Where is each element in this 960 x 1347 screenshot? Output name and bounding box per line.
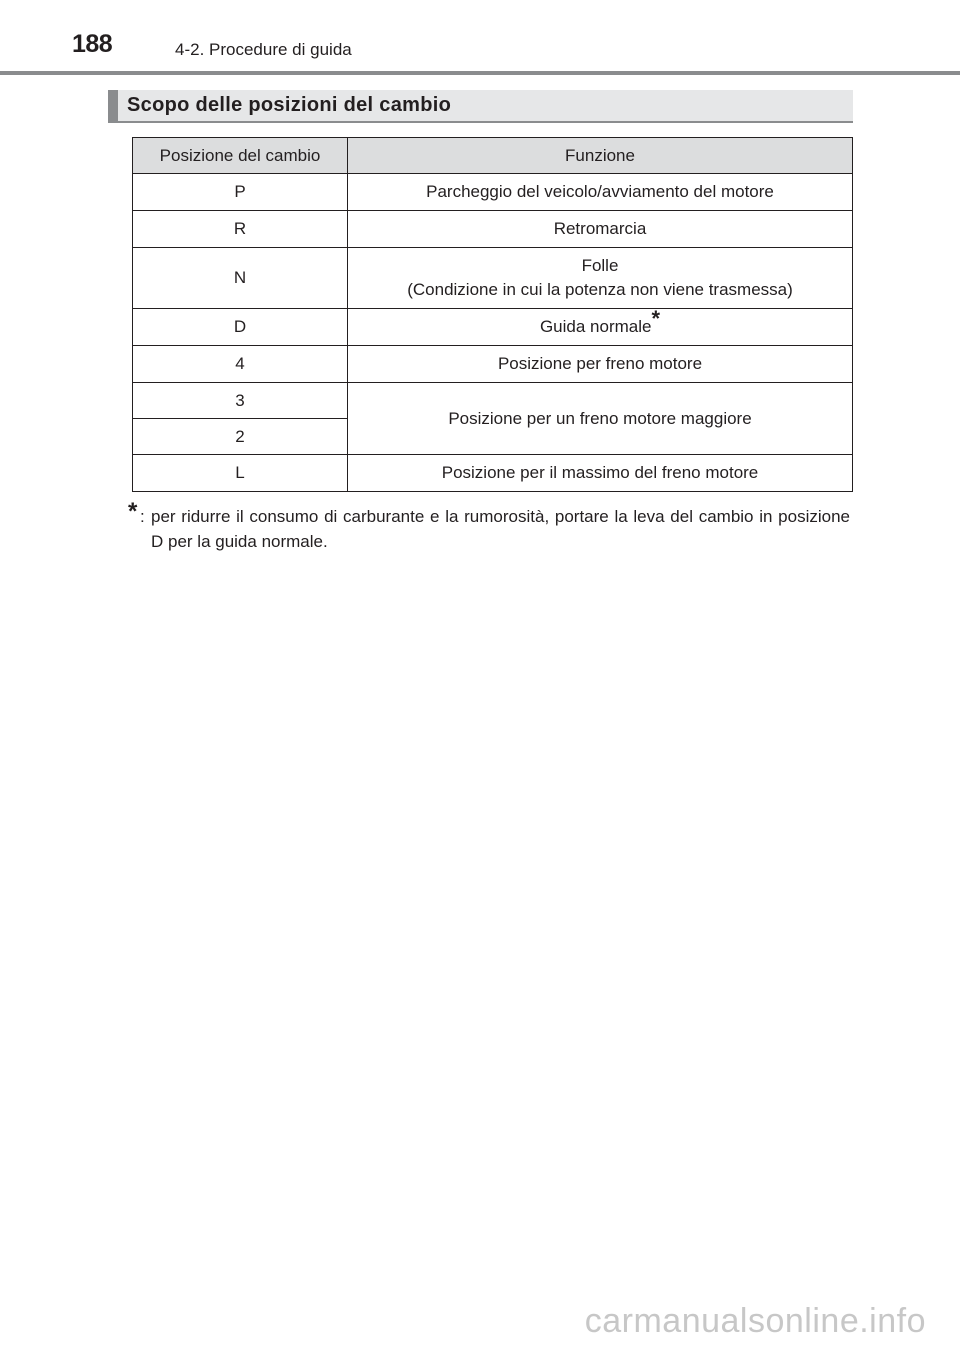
position-cell: 2: [133, 419, 348, 455]
position-cell: R: [133, 211, 348, 248]
position-cell: D: [133, 309, 348, 346]
header-position: Posizione del cambio: [133, 138, 348, 174]
gear-positions-table: [132, 137, 853, 492]
footnote-text: per ridurre il consumo di carburante e la rumorosità, portare la leva del cambio in posizione D per la guida normale.: [151, 507, 850, 551]
table-row: [133, 383, 853, 419]
table-header-row: [133, 138, 853, 174]
function-cell: Posizione per freno motore: [348, 346, 853, 383]
function-cell: Retromarcia: [348, 211, 853, 248]
watermark: carmanualsonline.info: [584, 1302, 926, 1340]
table-row: [133, 455, 853, 492]
position-cell: 4: [133, 346, 348, 383]
header-function: Funzione: [348, 138, 853, 174]
function-line: (Condizione in cui la potenza non viene trasmessa): [407, 280, 793, 299]
function-text: Guida normale: [539, 317, 652, 336]
position-cell: N: [133, 248, 348, 309]
table-row: [133, 174, 853, 211]
function-cell: [348, 248, 853, 309]
position-cell: L: [133, 455, 348, 492]
table-row: [133, 346, 853, 383]
position-cell: P: [133, 174, 348, 211]
section-heading: [108, 90, 853, 122]
table-row: [133, 211, 853, 248]
section-divider: [108, 121, 853, 123]
footnote: [128, 498, 850, 554]
function-line: Folle: [581, 256, 619, 275]
table-row: [133, 248, 853, 309]
function-cell: [348, 306, 853, 346]
position-cell: 3: [133, 383, 348, 419]
header-divider: [0, 71, 960, 75]
table-row: [133, 309, 853, 346]
section-title: Scopo delle posizioni del cambio: [127, 94, 452, 116]
function-cell: Posizione per il massimo del freno motore: [348, 455, 853, 492]
function-cell: Parcheggio del veicolo/avviamento del motore: [348, 174, 853, 211]
footnote-colon: :: [140, 507, 145, 526]
function-cell: Posizione per un freno motore maggiore: [348, 383, 853, 455]
footnote-marker: *: [651, 306, 661, 331]
chapter-title: 4-2. Procedure di guida: [175, 40, 352, 59]
page-number: 188: [72, 30, 113, 58]
footnote-asterisk: *: [128, 498, 138, 525]
